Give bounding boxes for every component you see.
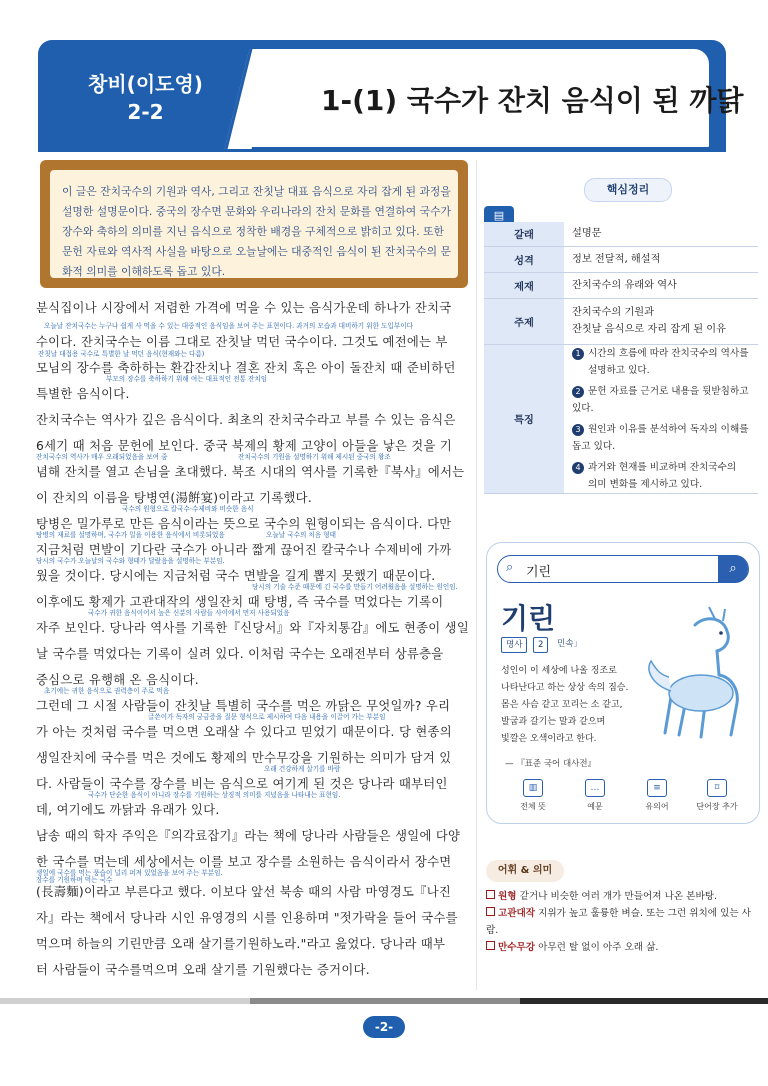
- qilin-illustration: [635, 605, 753, 755]
- search-icon: ⌕: [506, 560, 514, 575]
- summary-key: 성격: [484, 246, 564, 272]
- body-line: 날 국수를 먹었다는 기록이 실려 있다. 이처럼 국수는 오래전부터 상류층을: [36, 647, 444, 661]
- annotation: 당시의 국수가 오늘날의 국수와 형태가 달랐음을 설명하는 부분임.: [36, 557, 225, 565]
- feature-number: 2: [572, 386, 584, 398]
- page-header: [38, 40, 744, 152]
- speech-bubble-icon: …: [585, 779, 605, 797]
- vocab-item: [486, 939, 758, 956]
- body-line: 생일잔치에 국수를 먹은 것에도 황제의 만수무강을 기원하는 의미가 담겨 있: [36, 751, 452, 765]
- dictionary-source: — 『표준 국어 대사전』: [505, 759, 597, 769]
- body-line: 그런데 그 시절 사람들이 잔칫날 특별히 국수를 먹은 까닭은 무엇일까? 우리: [36, 699, 451, 713]
- vocab-badge: 어휘 & 의미: [486, 860, 564, 882]
- button-label: 단어장 추가: [696, 802, 738, 811]
- footer-segment: [520, 998, 768, 1004]
- body-line: 이 잔치의 이름을 탕병연(湯餠宴)이라고 기록했다.: [36, 491, 313, 505]
- column-divider: [476, 160, 477, 990]
- domain-tag: 민속」: [557, 639, 582, 649]
- annotation: 잔칫날 대접용 국수로 특별한 날 먹던 음식(현재와는 다름): [38, 350, 205, 358]
- definition-line: 발굽과 갈기는 말과 같으며: [501, 717, 606, 727]
- page-title: 1-(1) 국수가 잔치 음식이 된 까닭: [321, 84, 744, 117]
- annotation: 국수가 단순한 음식이 아니라 장수를 기원하는 상징적 의미를 지녔음을 나타내는 표현임.: [88, 791, 341, 799]
- definition-line: 성인이 이 세상에 나올 징조로: [501, 666, 617, 676]
- intro-text: 이 글은 잔치국수의 기원과 역사, 그리고 잔칫날 대표 음식으로 자리 잡게 된 과정을 설명한 설명문이다. 중국의 장수면 문화와 우리나라의 잔치 문화를 연결하여 국수가 장수와 축하의 의미를 지닌 음식으로 정착한 배경을 구체적으로 밝히고 있다. 또한 문헌 자료와 역사적 사실을 바탕으로 오늘날에는 대중적인 음식이 된 잔치국수의 문화적 의미를 이해하도록 돕고 있다.: [62, 185, 451, 278]
- feature-item: [572, 421, 750, 455]
- footer-bar: [0, 998, 768, 1004]
- synonym-button[interactable]: [627, 779, 687, 812]
- summary-table: [484, 222, 758, 494]
- body-line: 념해 잔치를 열고 손님을 초대했다. 북조 시대의 역사를 기록한『북사』에서는: [36, 465, 465, 479]
- annotation: 당시의 기술 수준 때문에 긴 국수를 만들기 어려웠음을 설명하는 원인임.: [252, 583, 458, 591]
- feature-item: [572, 345, 750, 362]
- summary-row: [484, 222, 758, 246]
- definition: [501, 663, 641, 748]
- vocab-term: 만수무강: [498, 942, 536, 953]
- checkbox-icon: [486, 907, 495, 916]
- feature-text: 원인과 이유를 분석하여 독자의 이해를 돕고 있다.: [572, 423, 749, 452]
- search-input[interactable]: 기린: [526, 565, 552, 580]
- body-line: 특별한 음식이다.: [36, 387, 130, 401]
- feature-text: 시간의 흐름에 따라 잔치국수의 역사를: [588, 347, 749, 359]
- summary-value-line: 잔칫날 음식으로 자리 잡게 된 이유: [572, 324, 726, 335]
- summary-row: [484, 272, 758, 298]
- summary-key: 특징: [484, 344, 564, 493]
- body-line: 자』라는 책에서 당나라 시인 유영경의 시를 인용하며 "젓가락을 들어 국수를: [36, 911, 458, 925]
- summary-key: 주제: [484, 298, 564, 344]
- body-line: 자주 보인다. 당나라 역사를 기록한『신당서』와『자치통감』에도 현종이 생일: [36, 621, 470, 635]
- definition-line: 몸은 사슴 같고 꼬리는 소 같고,: [501, 700, 623, 710]
- add-wordbook-button[interactable]: [687, 779, 747, 812]
- body-line: 6세기 때 처음 문헌에 보인다. 중국 북제의 황제 고양이 아들을 낳은 것을 기: [36, 439, 453, 453]
- body-line: 웠을 것이다. 당시에는 지금처럼 국수 면발을 길게 뽑지 못했기 때문이다.: [36, 569, 436, 583]
- summary-row: [484, 344, 758, 493]
- bookmark-icon: ⌑: [707, 779, 727, 797]
- search-box[interactable]: [497, 555, 749, 583]
- feature-list: [564, 344, 758, 493]
- sense-tag: 2: [533, 637, 548, 653]
- dictionary-toolbar: [487, 779, 759, 819]
- annotation: 오래 건강하게 살기를 바람: [264, 765, 341, 773]
- header-label: [38, 40, 253, 152]
- summary-key: 갈래: [484, 222, 564, 246]
- vocab-definition: 같거나 비슷한 여러 개가 만들어져 나온 본바탕.: [519, 891, 718, 902]
- intro-box: [40, 160, 468, 288]
- feature-number: 1: [572, 348, 584, 360]
- body-line: 먹으며 하늘의 기린만큼 오래 살기를기원하노라."라고 읊었다. 당나라 때부: [36, 937, 446, 951]
- feature-number: 4: [572, 462, 584, 474]
- page-number: -2-: [363, 1016, 405, 1038]
- definition-line: 빛깔은 오색이라고 한다.: [501, 734, 597, 744]
- button-label: 유의어: [645, 802, 669, 811]
- body-line: 남송 때의 학자 주익은『의각료잡기』라는 책에 당나라 사람들은 생일에 다양: [36, 829, 461, 843]
- body-line: 가 아는 것처럼 국수를 먹으면 오래살 수 있다고 믿었기 때문이다. 당 현종의: [36, 725, 452, 739]
- publisher-label: 창비(이도영): [88, 72, 203, 96]
- vocab-term: 원형: [498, 891, 517, 902]
- summary-badge: 핵심정리: [584, 178, 672, 202]
- footer-segment: [250, 998, 520, 1004]
- annotation: 글쓴이가 독자의 궁금증을 질문 형식으로 제시하여 다음 내용을 이끌어 가는 부분임: [148, 713, 386, 721]
- body-line: 다. 사람들이 국수를 장수를 비는 음식으로 여기게 된 것은 당나라 때부터인: [36, 777, 448, 791]
- checkbox-icon: [486, 890, 495, 899]
- feature-text: 문헌 자료를 근거로 내용을 뒷받침하고 있다.: [572, 385, 749, 414]
- annotation: 오늘날 잔치국수는 누구나 쉽게 사 먹을 수 있는 대중적인 음식임을 보여 주는 표현이다. 과거의 모습과 대비하기 위한 도입부이다: [44, 322, 413, 330]
- summary-row: [484, 246, 758, 272]
- feature-item: [572, 383, 750, 417]
- annotation: 부모의 장수를 축하하기 위해 여는 대표적인 전통 잔치임: [106, 375, 268, 383]
- vocab-item: [486, 905, 758, 939]
- button-label: 예문: [587, 802, 603, 811]
- definition-line: 나타난다고 하는 상상 속의 짐승.: [501, 683, 629, 693]
- button-label: 전체 뜻: [520, 802, 546, 811]
- body-line: 중심으로 유행해 온 음식이다.: [36, 673, 199, 687]
- document-icon: ≡: [647, 779, 667, 797]
- example-button[interactable]: [565, 779, 625, 812]
- summary-value: [564, 298, 758, 344]
- annotation: 장수를 기원하며 먹는 국수: [36, 876, 113, 884]
- summary-key: 제재: [484, 272, 564, 298]
- body-line: 지금처럼 면발이 기다란 국수가 아니라 짧게 끊어진 칼국수나 수제비에 가까: [36, 543, 452, 557]
- body-line: 수이다. 잔치국수는 이름 그대로 잔칫날 먹던 국수이다. 그것도 예전에는 부: [36, 335, 448, 349]
- feature-text: 의미 변화를 제시하고 있다.: [588, 478, 703, 490]
- annotation: 오늘날 국수의 처음 형태: [266, 531, 336, 539]
- vocab-term: 고관대작: [498, 908, 536, 919]
- annotation: 초기에는 귀한 음식으로 권력층이 주로 먹음: [44, 687, 170, 695]
- headword: 기린: [501, 602, 556, 635]
- body-line: 잔치국수는 역사가 깊은 음식이다. 최초의 잔치국수라고 부를 수 있는 음식은: [36, 413, 456, 427]
- feature-text: 설명하고 있다.: [588, 364, 650, 376]
- summary-value: 잔치국수의 유래와 역사: [564, 272, 758, 298]
- body-line: 데, 여기에도 까닭과 유래가 있다.: [36, 803, 220, 817]
- body-line: 터 사람들이 국수를먹으며 오래 살기를 기원했다는 증거이다.: [36, 963, 370, 977]
- search-button[interactable]: ⌕: [718, 555, 748, 583]
- footer-segment: [0, 998, 250, 1004]
- summary-value: 설명문: [564, 222, 758, 246]
- feature-number: 3: [572, 424, 584, 436]
- summary-row: [484, 298, 758, 344]
- vocab-definition: 지위가 높고 훌륭한 벼슬. 또는 그런 위치에 있는 사람.: [486, 908, 751, 936]
- feature-item: [572, 459, 750, 476]
- annotation: 탕병의 재료를 설명하며, 국수가 밀을 이용한 음식에서 비롯되었음: [36, 531, 225, 539]
- summary-value-line: 잔치국수의 기원과: [572, 307, 654, 318]
- annotation: 잔치국수의 역사가 매우 오래되었음을 보여 줌: [36, 453, 168, 461]
- body-line: 이후에도 황제가 고관대작의 생일잔치 때 탕병, 즉 국수를 먹었다는 기록이: [36, 595, 444, 609]
- annotation: 생일에 국수를 먹는 풍습이 널리 퍼져 있었음을 보여 주는 부분임.: [36, 869, 223, 877]
- body-line: 탕병은 밀가루로 만든 음식이라는 뜻으로 국수의 원형이되는 음식이다. 다만: [36, 517, 452, 531]
- annotation: 잔치국수의 기원을 설명하기 위해 제시된 중국의 왕조: [238, 453, 391, 461]
- body-line: 한 국수를 먹는데 세상에서는 이를 보고 장수를 소원하는 음식이라서 장수면: [36, 855, 452, 869]
- vocab-list: [486, 888, 758, 956]
- pos-tag: 명사: [501, 637, 527, 653]
- book-open-icon: ▥: [523, 779, 543, 797]
- checkbox-icon: [486, 941, 495, 950]
- book-icon: ▤: [484, 206, 514, 226]
- feature-text: 과거와 현재를 비교하며 잔치국수의: [588, 461, 737, 473]
- vocab-definition: 아무런 탈 없이 아주 오래 삶.: [538, 942, 659, 953]
- annotation: 국수의 원형으로 칼국수·수제비와 비슷한 음식: [122, 505, 254, 513]
- dictionary-card: [486, 542, 760, 824]
- unit-label: 2-2: [127, 100, 164, 124]
- body-line: 분식집이나 시장에서 저렴한 가격에 먹을 수 있는 음식가운데 하나가 잔치국: [36, 301, 452, 315]
- title-card: [246, 46, 744, 150]
- annotation: 국수가 귀한 음식이어서 높은 신분의 사람들 사이에서 먼저 사용되었음: [88, 609, 290, 617]
- summary-value: 정보 전달적, 해설적: [564, 246, 758, 272]
- vocab-item: [486, 888, 758, 905]
- body-line: (長壽麵)이라고 부른다고 했다. 이보다 앞선 북송 때의 사람 마영경도『나진: [36, 885, 452, 899]
- full-meaning-button[interactable]: [503, 779, 563, 812]
- body-line: 모님의 장수를 축하하는 환갑잔치나 결혼 잔치 혹은 아이 돌잔치 때 준비하던: [36, 361, 456, 375]
